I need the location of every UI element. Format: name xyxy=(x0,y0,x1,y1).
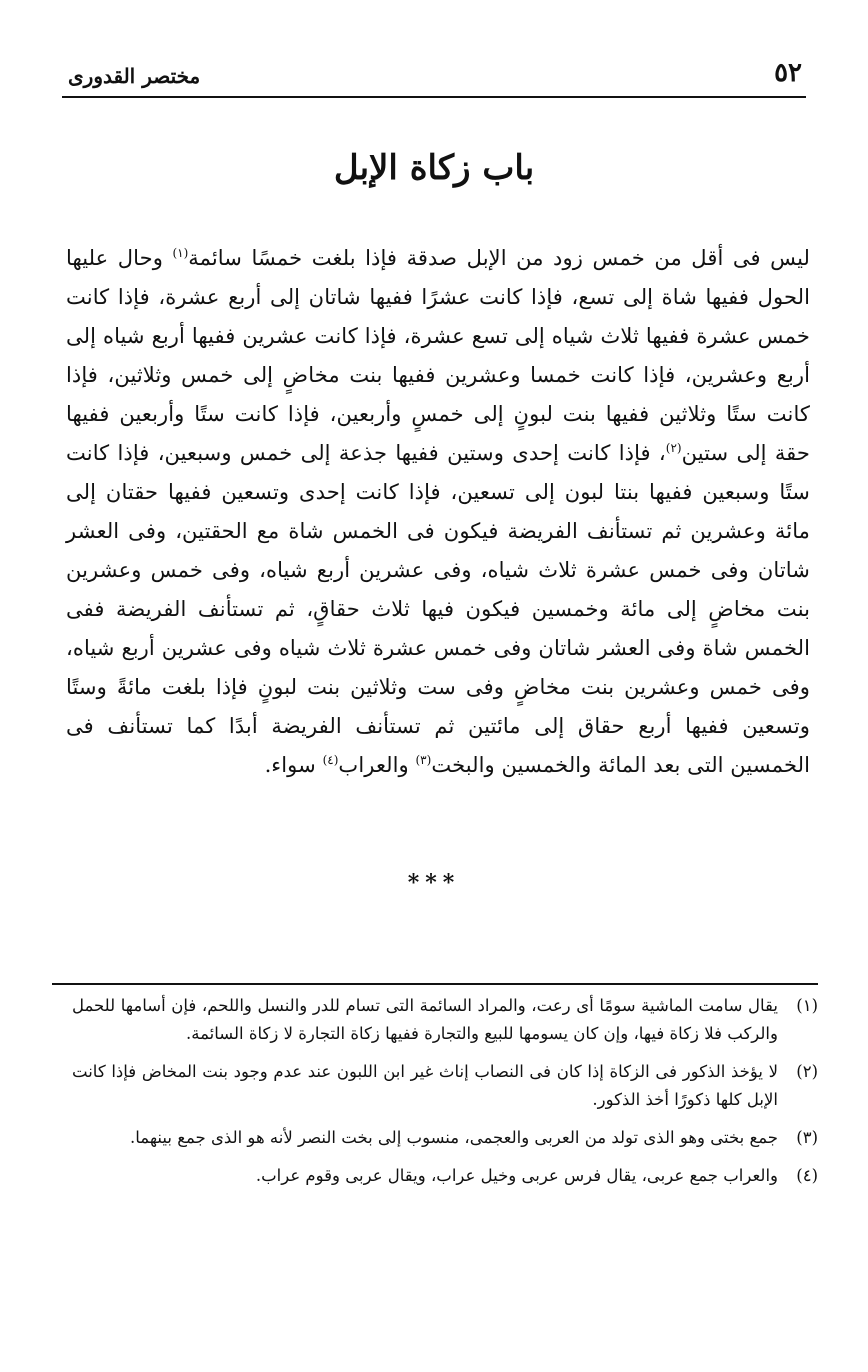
footnote-marker: (١) xyxy=(796,996,818,1015)
running-header xyxy=(62,58,806,98)
footnotes xyxy=(72,992,818,1200)
footnote-text: لا يؤخذ الذكور فى الزكاة إذا كان فى النصاب إناث غير ابن اللبون عند عدم وجود بنت المخاض فإذا كانت الإبل كلها ذكورًا أخذ الذكور. xyxy=(72,1062,778,1109)
main-paragraph xyxy=(66,238,810,784)
footnote-2 xyxy=(72,1058,818,1114)
footnote-4 xyxy=(72,1162,818,1190)
section-separator: *** xyxy=(407,870,461,896)
chapter-title: باب زكاة الإبل xyxy=(333,148,535,188)
body-text-segment: ليس فى أقل من خمس زود من الإبل صدقة فإذا بلغت خمسًا سائمة xyxy=(188,245,811,270)
body-text-segment: سواء. xyxy=(264,752,323,777)
footnote-ref-2[interactable]: (٢) xyxy=(665,440,682,455)
footnote-text: جمع بختى وهو الذى تولد من العربى والعجمى، منسوب إلى بخت النصر لأنه هو الذى جمع بينهما. xyxy=(130,1128,778,1147)
footnote-marker: (٤) xyxy=(796,1166,818,1185)
footnote-text: يقال سامت الماشية سومًا أى رعت، والمراد السائمة التى تسام للدر والنسل واللحم، فإن أسامها للحمل والركب فلا زكاة فيها، وإن كان يسومها للبيع والتجارة ففيها زكاة التجارة لا زكاة السائمة. xyxy=(72,996,778,1043)
body-text-segment: وحال عليها الحول ففيها شاة إلى تسع، فإذا كانت عشرًا ففيها شاتان إلى أربع عشرة، فإذا كانت خمس عشرة ففيها ثلاث شياه إلى تسع عشرة، فإذا كانت عشرين ففيها أربع شياه إلى أربع وعشرين، فإذا كانت خمسا وعشرين ففيها بنت مخاضٍ إلى خمس وثلاثين، فإذا كانت ستًا وثلاثين ففيها بنت لبونٍ إلى خمسٍ وأربعين، فإذا كانت ستًا وأربعين ففيها حقة إلى ستين xyxy=(66,245,810,465)
footnote-divider xyxy=(52,983,818,985)
book-title: مختصر القدورى xyxy=(68,64,201,88)
footnote-ref-1[interactable]: (١) xyxy=(172,245,189,260)
footnote-ref-4[interactable]: (٤) xyxy=(322,752,339,767)
footnote-marker: (٣) xyxy=(796,1128,818,1147)
page-number: ٥٢ xyxy=(774,58,802,88)
body-text-segment: والعراب xyxy=(338,752,416,777)
body-text-segment: ، فإذا كانت إحدى وستين ففيها جذعة إلى خمس وسبعين، فإذا كانت ستًا وسبعين ففيها بنتا لبون إلى تسعين، فإذا كانت إحدى وتسعين ففيها حقتان إلى مائة وعشرين ثم تستأنف الفريضة فيكون فى الخمس شاة مع الحقتين، وفى العشر شاتان وفى خمس عشرة ثلاث شياه، وفى عشرين أربع شياه، وفى خمس وعشرين بنت مخاضٍ إلى مائة وخمسين فيكون فيها ثلاث حقاقٍ، ثم تستأنف الفريضة ففى الخمس شاة وفى العشر شاتان وفى خمس عشرة ثلاث شياه وفى عشرين أربع شياه، وفى خمس وعشرين بنت مخاضٍ وفى ست وثلاثين بنت لبونٍ فإذا بلغت مائةً وستًا وتسعين ففيها أربع حقاق إلى مائتين ثم تستأنف الفريضة أبدًا كما تستأنف فى الخمسين التى بعد المائة والخمسين والبخت xyxy=(66,440,810,777)
footnote-ref-3[interactable]: (٣) xyxy=(415,752,432,767)
footnote-1 xyxy=(72,992,818,1048)
footnote-marker: (٢) xyxy=(796,1062,818,1081)
footnote-text: والعراب جمع عربى، يقال فرس عربى وخيل عراب، ويقال عربى وقوم عراب. xyxy=(255,1166,778,1185)
footnote-3 xyxy=(72,1124,818,1152)
